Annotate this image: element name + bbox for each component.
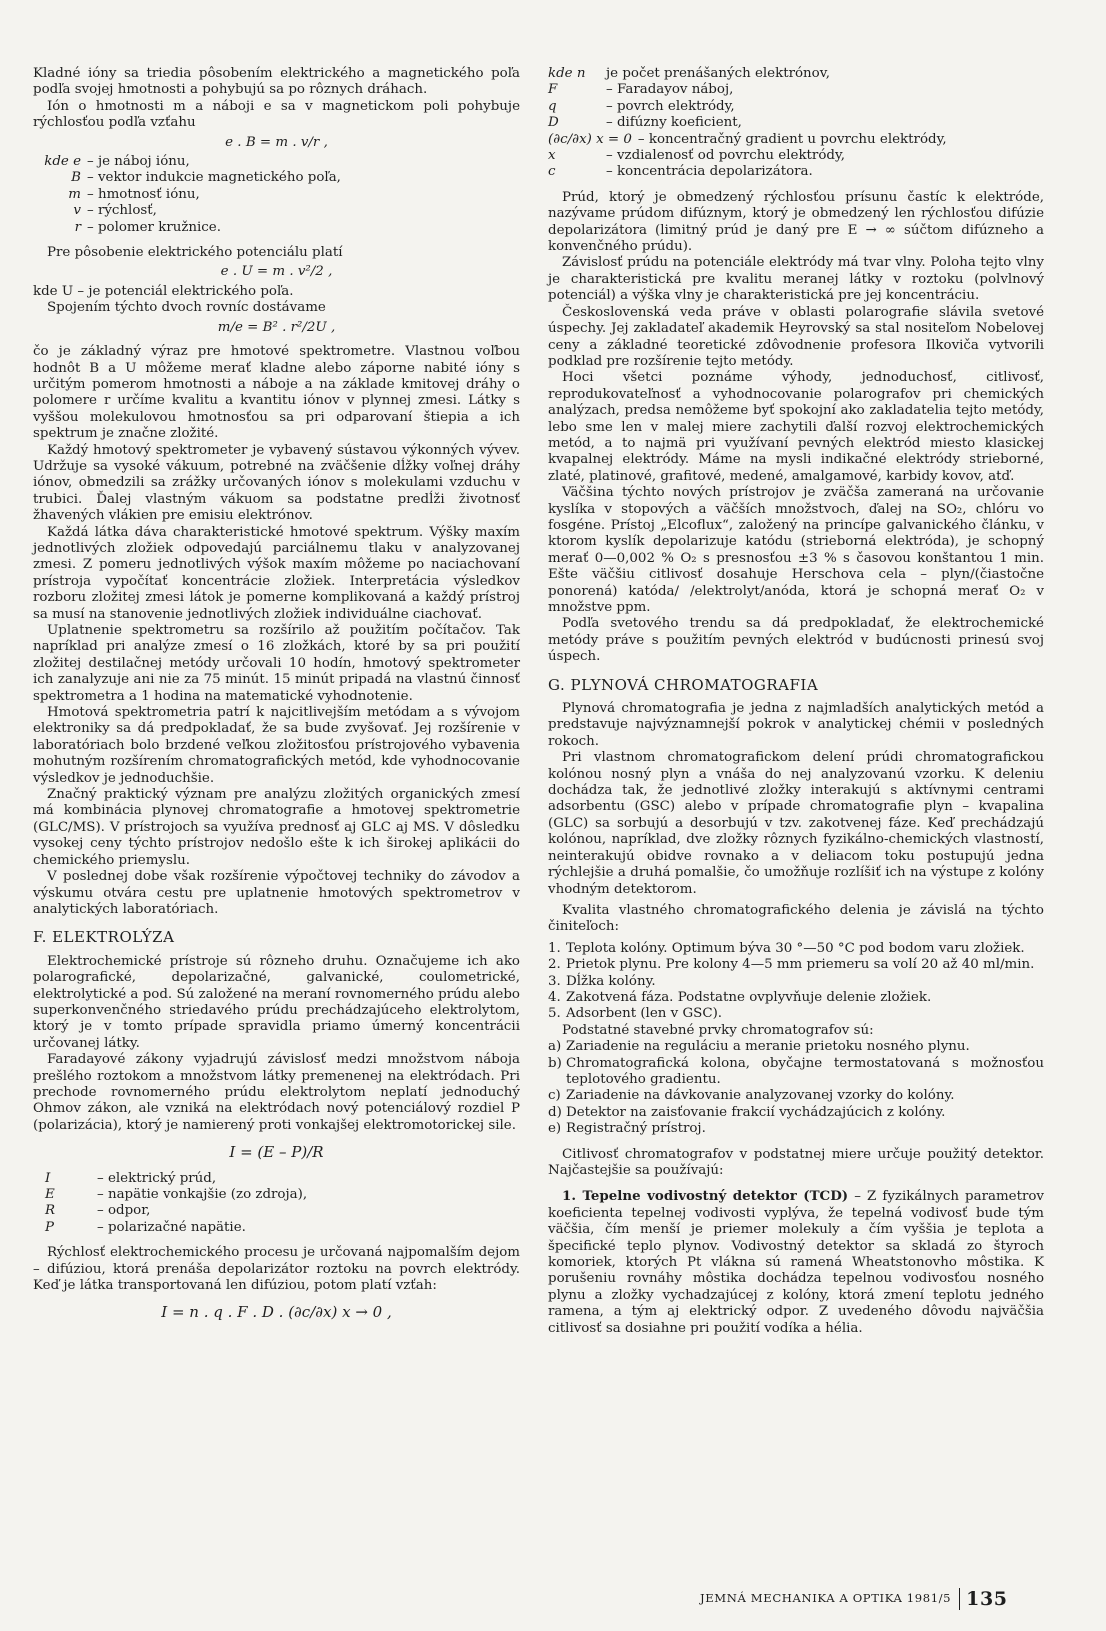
variable-description: – koncentračný gradient u povrchu elektródy, — [637, 131, 947, 147]
variable-description: – polomer kružnice. — [87, 219, 221, 235]
list-item — [548, 1121, 1044, 1137]
list-item — [548, 1039, 1044, 1055]
variable-row — [548, 99, 1044, 115]
list-marker: b) — [548, 1055, 562, 1071]
list-text: Registračný prístroj. — [566, 1121, 706, 1137]
variable-list — [33, 154, 520, 236]
list-text: Dĺžka kolóny. — [566, 973, 656, 989]
list-item — [548, 1105, 1044, 1121]
list-marker: 4. — [548, 989, 561, 1005]
list-marker: a) — [548, 1039, 562, 1055]
equation-diffusion: I = n . q . F . D . (∂c/∂x) x → 0 , — [161, 1303, 392, 1322]
list-text: Zariadenie na dávkovanie analyzovanej vzorky do kolóny. — [566, 1088, 955, 1104]
variable-row — [548, 164, 1044, 180]
footer-divider — [959, 1588, 960, 1610]
paragraph: Rýchlosť elektrochemického procesu je určovaná najpomalším dejom – difúziou, ktorá prenáša depolarizátor roztoku na povrch elektródy. Keď je látka transportovaná len difúziou, potom platí vzťah: — [33, 1245, 520, 1294]
paragraph: Podstatné stavebné prvky chromatografov sú: — [562, 1022, 874, 1038]
paragraph: Prúd, ktorý je obmedzený rýchlosťou prísunu častíc k elektróde, nazývame prúdom difúznym, ktorý je obmedzený len rýchlosťou difúzie depolarizátora (limitný prúd je daný pre E → ∞ súčtom difúzneho a konvenčného prúdu). — [548, 189, 1044, 255]
page-number: 135 — [966, 1588, 1008, 1610]
paragraph: Závislosť prúdu na potenciále elektródy má tvar vlny. Poloha tejto vlny je charakteristická pre kvalitu meranej látky v roztoku (polvlnový potenciál) a výška vlny je charakteristická pre jej koncentráciu. — [548, 255, 1044, 304]
variable-row — [33, 187, 520, 203]
variable-description: – napätie vonkajšie (zo zdroja), — [97, 1187, 308, 1202]
list-item — [548, 1006, 1044, 1022]
list-item — [548, 1088, 1044, 1104]
paragraph: Kladné ióny sa triedia pôsobením elektrického a magnetického poľa podľa svojej hmotnosti a pohybujú sa po rôznych dráhach. — [33, 66, 520, 98]
variable-symbol: I — [45, 1170, 51, 1186]
equation-lorentz: e . B = m . v/r , — [225, 134, 328, 150]
paragraph: Každá látka dáva charakteristické hmotové spektrum. Výšky maxím jednotlivých zložiek odpovedajú parciálnemu tlaku v analyzovanej zmesi. Z pomeru jednotlivých výšok maxím môžeme po naciachovaní prístroja vypočítať koncentrácie zložiek. Interpretácia výsledkov rozboru zložitej zmesi látok je pomerne komplikovaná a každý prístroj sa musí na stanovenie jednotlivých zložiek individuálne ciachovať. — [33, 524, 520, 622]
variable-symbol: c — [548, 164, 556, 180]
variable-row — [33, 1171, 520, 1187]
section-heading-f: F. ELEKTROLÝZA — [33, 928, 175, 947]
paragraph: Značný praktický význam pre analýzu zložitých organických zmesí má kombinácia plynovej chromatografie a hmotovej spektrometrie (GLC/MS). V prístrojoch sa využíva prednosť aj GLC aj MS. V dôsledku vysokej ceny týchto prístrojov nedošlo ešte k ich širokej aplikácii do chemického priemyslu. — [33, 787, 520, 868]
variable-list — [33, 1171, 520, 1237]
list-marker: 3. — [548, 973, 561, 989]
list-text: Chromatografická kolona, obyčajne termostatovaná s možnosťou teplotového gradientu. — [566, 1055, 1044, 1087]
tcd-heading: 1. Tepelne vodivostný detektor (TCD) — [562, 1188, 849, 1205]
component-list — [548, 1039, 1044, 1137]
page-footer — [700, 1588, 1008, 1610]
paragraph: V poslednej dobe však rozšírenie výpočtovej techniky do závodov a výskumu otvára cestu pre uplatnenie hmotových spektrometrov v analytických laboratóriach. — [33, 869, 520, 917]
paragraph: Uplatnenie spektrometru sa rozšírilo až použitím počítačov. Tak napríklad pri analýze zmesí o 16 zložkách, ktoré by sa pri použití zložitej destilačnej metódy určovali 10 hodín, hmotový spektrometer ich zanalyzuje ani nie za 75 minút. 15 minút pripadá na vlastnú činnosť spektrometra a 1 hodina na matematické vyhodnotenie. — [33, 623, 520, 704]
list-text: Zakotvená fáza. Podstatne ovplyvňuje delenie zložiek. — [566, 989, 932, 1005]
paragraph: Každý hmotový spektrometer je vybavený sústavou výkonných vývev. Udržuje sa vysoké vákuum, potrebné na zväčšenie dĺžky voľnej dráhy iónov, obmedzili sa zrážky určovaných iónov s molekulami vzduchu v trubici. Ďalej vlastným vákuom sa podstatne predĺži životnosť žhavených vlákien pre emisiu elektrónov. — [33, 442, 520, 524]
right-column — [548, 66, 1044, 1337]
paragraph: Hoci všetci poznáme výhody, jednoduchosť, citlivosť, reprodukovateľnosť a vyhodnocovanie polarografov pri chemických analýzach, predsa nemôžeme byť spokojní ako zakladatelia tejto metódy, lebo sme len v malej miere zachytili ďalší rozvoj elektrochemických metód, a to najmä pri využívaní pevných elektród miesto klasickej kvapalnej elektródy. Máme na mysli indikačné elektródy strieborné, zlaté, platinové, grafitové, medené, amalgamové, karbidy kovov, atď. — [548, 370, 1044, 484]
left-column — [33, 66, 520, 1331]
paragraph: Elektrochemické prístroje sú rôzneho druhu. Označujeme ich ako polarografické, depolarizačné, galvanické, coulometrické, elektrolytické a pod. Sú založené na meraní rovnomerného prúdu alebo superkonvenčného striedavého prúdu prechádzajúceho elektrolytom, ktorý je v tomto prípade spravidla priamo úmerný koncentrácii určovanej látky. — [33, 953, 520, 1051]
paragraph: Plynová chromatografia je jedna z najmladších analytických metód a predstavuje najvýznamnejší pokrok v analytickej chémii v posledných rokoch. — [548, 701, 1044, 749]
variable-description: je počet prenášaných elektrónov, — [606, 66, 830, 81]
variable-list — [548, 66, 1044, 181]
variable-row — [33, 170, 520, 186]
variable-description: – hmotnosť iónu, — [87, 186, 200, 202]
variable-symbol: F — [548, 82, 558, 98]
journal-name: JEMNÁ MECHANIKA A OPTIKA 1981/5 — [700, 1591, 952, 1605]
variable-row — [33, 1203, 520, 1219]
variable-description: – je náboj iónu, — [87, 154, 190, 170]
section-heading-g: G. PLYNOVÁ CHROMATOGRAFIA — [548, 675, 819, 694]
variable-row — [33, 1187, 520, 1203]
list-marker: 2. — [548, 957, 561, 973]
variable-description: – polarizačné napätie. — [97, 1219, 246, 1235]
variable-row — [33, 220, 520, 236]
equation-energy: e . U = m . v²/2 , — [220, 264, 333, 280]
variable-symbol: kde e — [44, 154, 81, 170]
list-text: Adsorbent (len v GSC). — [566, 1006, 723, 1022]
paragraph: kde U – je potenciál elektrického poľa. — [33, 283, 294, 299]
paragraph: Podľa svetového trendu sa dá predpokladať, že elektrochemické metódy práve s použitím pevných elektród v budúcnosti prinesú svoj úspech. — [548, 616, 1044, 665]
list-text: Zariadenie na reguláciu a meranie prietoku nosného plynu. — [566, 1039, 970, 1055]
variable-symbol: E — [45, 1187, 55, 1202]
paragraph: Hmotová spektrometria patrí k najcitlivejším metódam a s vývojom elektroniky sa dá predpokladať, že sa bude zvyšovať. Jej rozšírenie v laboratóriach bolo brzdené veľkou zložitosťou prístrojového vybavenia mohutným rozšírením chromatografických metód, kde vyhodnocovanie výsledkov je jednoduchšie. — [33, 705, 520, 786]
variable-description: – koncentrácia depolarizátora. — [606, 164, 813, 180]
variable-description: – Faradayov náboj, — [606, 82, 734, 98]
variable-row — [548, 148, 1044, 164]
list-item — [548, 1056, 1044, 1089]
variable-symbol: kde n — [548, 66, 586, 81]
equation-mass-ratio: m/e = B² . r²/2U , — [217, 319, 336, 335]
variable-row — [33, 203, 520, 219]
variable-symbol: q — [548, 98, 557, 114]
list-text: Teplota kolóny. Optimum býva 30 °—50 °C pod bodom varu zložiek. — [566, 940, 1025, 956]
variable-description: – elektrický prúd, — [97, 1170, 217, 1186]
variable-symbol: (∂c/∂x) x = 0 — [548, 131, 632, 147]
variable-row — [548, 66, 1044, 82]
tcd-text: – Z fyzikálnych parametrov koeficienta tepelnej vodivosti vyplýva, že tepelná vodivosť bude tým väčšia, čím menší je priemer molekuly a čím vyššia je teplota a špecifické teplo plynov. Vodivostný detektor sa skladá zo štyroch komoriek, ktorých Pt vlákna sú ramená Wheatstonovho môstika. K porušeniu rovnáhy môstika dochádza tepelnou vodivosťou nosného plynu a zložky vychadzajúcej z kolóny, ktorá zmení teplotu jedného ramena, a tým aj elektrický odpor. Z uvedeného dôvodu najväčšia citlivosť sa dosiahne pri použití vodíka a hélia. — [548, 1189, 1044, 1336]
list-marker: e) — [548, 1121, 562, 1137]
paragraph-tcd — [548, 1188, 1044, 1337]
list-marker: 5. — [548, 1006, 561, 1022]
variable-row — [548, 82, 1044, 98]
paragraph: Pri vlastnom chromatografickom delení prúdi chromatografickou kolónou nosný plyn a vnáša do nej analyzovanú vzorku. K deleniu dochádza tak, že jednotlivé zložky interakujú s aktívnymi centrami adsorbentu (GSC) alebo v prípade chromatografie plyn – kvapalina (GLC) sa sorbujú a desorbujú v tzv. zakotvenej fáze. Keď prechádzajú kolónou, napríklad, dve zložky rôznych fyzikálno-chemických vlastností, neinterakujú obidve rovnako a v deliacom toku postupujú jedna rýchlejšie a druhá pomalšie, čo umožňuje rozlíšiť ich na výstupe z kolóny vhodným detektorom. — [548, 750, 1044, 897]
variable-symbol: R — [45, 1203, 56, 1219]
list-item — [548, 941, 1044, 957]
list-marker: d) — [548, 1104, 562, 1120]
variable-row — [33, 154, 520, 170]
list-item — [548, 974, 1044, 990]
paragraph: čo je základný výraz pre hmotové spektrometre. Vlastnou voľbou hodnôt B a U môžeme merať kladne alebo záporne nabité ióny s určitým pomerom hmotnosti a náboje a na základe kmitovej dráhy o polomere r určíme kvalitu a kvantitu iónov v plynnej zmesi. Látky s vyššou molekulovou hmotnosťou sa pri odparovaní štiepia a ich spektrum je značne zložité. — [33, 344, 520, 442]
variable-symbol: x — [548, 148, 556, 164]
variable-symbol: r — [74, 219, 81, 235]
factor-list — [548, 941, 1044, 1023]
variable-description: – difúzny koeficient, — [606, 115, 742, 131]
variable-row — [548, 115, 1044, 131]
variable-row — [33, 1220, 520, 1236]
variable-symbol: m — [68, 186, 81, 202]
variable-description: – vzdialenosť od povrchu elektródy, — [606, 148, 846, 164]
paragraph: Citlivosť chromatografov v podstatnej miere určuje použitý detektor. Najčastejšie sa používajú: — [548, 1146, 1044, 1178]
variable-description: – odpor, — [97, 1203, 151, 1219]
list-item — [548, 957, 1044, 973]
variable-description: – povrch elektródy, — [606, 98, 735, 114]
paragraph: Kvalita vlastného chromatografického delenia je závislá na týchto činiteľoch: — [548, 902, 1044, 935]
paragraph: Ión o hmotnosti m a náboji e sa v magnetickom poli pohybuje rýchlosťou podľa vzťahu — [33, 98, 520, 131]
variable-row — [548, 132, 1044, 148]
equation-ohm: I = (E – P)/R — [229, 1143, 324, 1162]
variable-symbol: D — [548, 115, 559, 131]
paragraph: Československá veda práve v oblasti polarografie slávila svetové úspechy. Jej zakladateľ akademik Heyrovský sa stal nositeľom Nobelovej ceny a základné teoretické zdôvodnenie profesora Ilkoviča vytvorili podklad pre rozšírenie tejto metódy. — [548, 304, 1044, 369]
variable-symbol: v — [73, 203, 81, 219]
paragraph: Spojením týchto dvoch rovníc dostávame — [47, 300, 326, 316]
paragraph: Väčšina týchto nových prístrojov je zväčša zameraná na určovanie kyslíka v stopových a väčších množstvoch, ďalej na SO₂, chlóru vo fosgéne. Prístoj „Elcoflux“, založený na princípe galvanického článku, v ktorom kyslík depolarizuje katódu (strieborná elektróda), je schopný merať 0—0,002 % O₂ s presnosťou ±3 % s časovou konštantou 1 min. Ešte väčšiu citlivosť dosahuje Herschova cela – plyn/(čiastočne ponorená) katóda/ /elektrolyt/anóda, ktorá je schopná merať O₂ v množstve ppm. — [548, 485, 1044, 615]
paragraph: Faradayové zákony vyjadrujú závislosť medzi množstvom náboja prešlého roztokom a množstvom látky premenenej na elektródach. Pri prechode rovnomerného prúdu elektrolytom neplatí jednoduchý Ohmov zákon, ale vzniká na elektródach nový potenciálový rozdiel P (polarizácia), ktorý je namierený proti vonkajšej elektromotorickej sile. — [33, 1052, 520, 1133]
variable-symbol: B — [71, 170, 81, 186]
variable-description: – rýchlosť, — [87, 203, 157, 219]
list-marker: 1. — [548, 940, 561, 956]
variable-description: – vektor indukcie magnetického poľa, — [87, 170, 341, 186]
list-item — [548, 990, 1044, 1006]
variable-symbol: P — [45, 1219, 55, 1235]
list-text: Prietok plynu. Pre kolony 4—5 mm priemeru sa volí 20 až 40 ml/min. — [566, 957, 1035, 973]
list-text: Detektor na zaisťovanie frakcií vychádzajúcich z kolóny. — [566, 1104, 946, 1120]
paragraph: Pre pôsobenie elektrického potenciálu platí — [47, 245, 343, 261]
list-marker: c) — [548, 1088, 561, 1104]
